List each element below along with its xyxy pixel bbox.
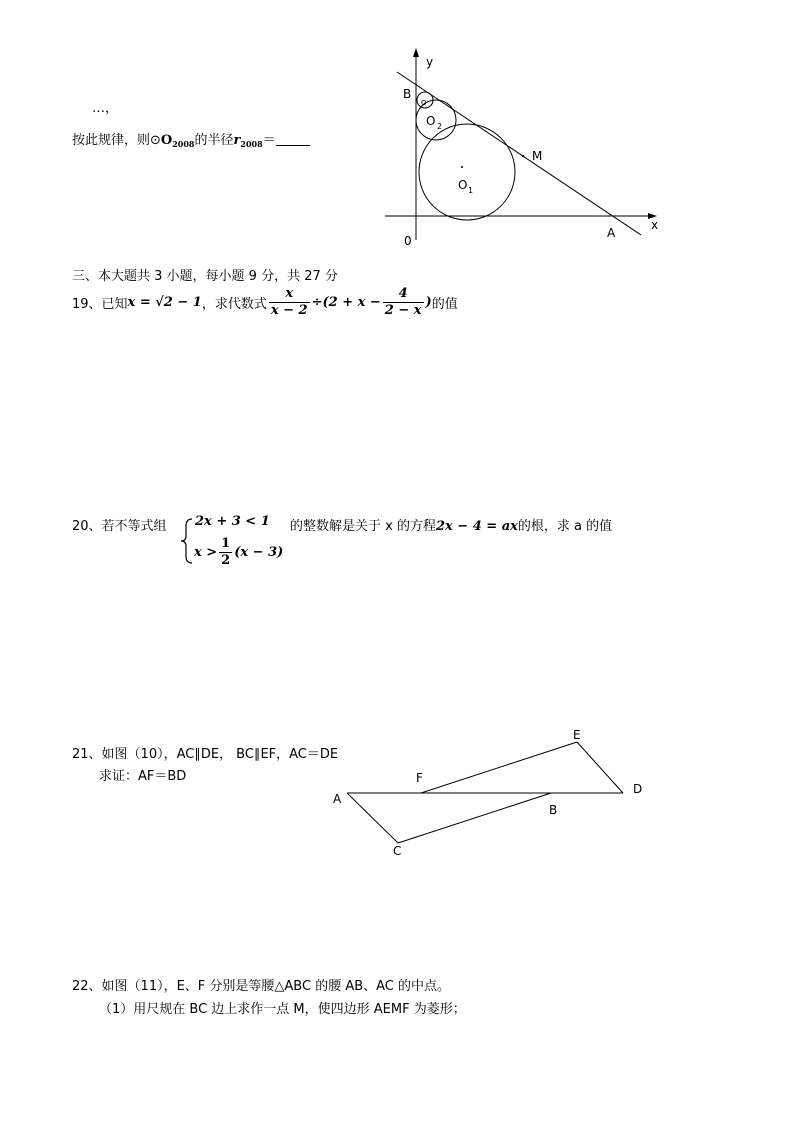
q19-div: ÷(2 + x − [311, 295, 381, 310]
q19-fraction-1 [269, 286, 310, 319]
y-axis-arrow [413, 48, 419, 57]
segment-ED [577, 742, 623, 793]
label-O2: O [426, 114, 436, 128]
circle-O1 [419, 124, 515, 220]
hypotenuse-line [397, 72, 641, 235]
point-M-dot [522, 155, 524, 157]
label-B: B [549, 803, 558, 817]
label-B: B [403, 87, 412, 101]
q19-suffix: 的值 [431, 297, 458, 312]
q19-f2-numerator: 4 [383, 286, 424, 303]
q18-rule-line [72, 129, 310, 149]
section3-heading: 三、本大题共 3 小题，每小题 9 分，共 27 分 [72, 269, 338, 284]
label-D: D [633, 782, 643, 796]
label-O1: O [458, 178, 468, 192]
label-O2-sub: 2 [437, 122, 443, 131]
label-E: E [573, 728, 581, 742]
q19-f2-denominator: 2 − x [384, 303, 422, 318]
q22-line-1: 22、如图（11），E、F 分别是等腰△ABC 的腰 AB、AC 的中点。 [72, 979, 451, 994]
circles-figure [375, 45, 675, 255]
q20-ineq2-denominator: 2 [221, 553, 231, 568]
q20-inequality-2 [194, 536, 283, 569]
q20-suffix: 的根，求 a 的值 [517, 519, 613, 534]
segment-AC [347, 793, 398, 843]
label-M: M [532, 149, 543, 163]
q19-f1-numerator: x [269, 286, 310, 303]
label-F: F [416, 771, 423, 785]
q20-prefix: 20、若不等式组 [72, 519, 167, 534]
q18-r-subscript: 2008 [240, 139, 263, 149]
q19-line [72, 286, 458, 319]
q18-answer-blank[interactable] [276, 133, 310, 146]
q19-close: ) [425, 295, 432, 310]
q18-r-symbol: r [233, 133, 241, 148]
label-x: x [651, 218, 659, 232]
q19-mid: ，求代数式 [201, 297, 267, 312]
label-origin: 0 [404, 234, 412, 248]
q20-ineq2-fraction [219, 536, 232, 569]
q18-O-symbol: O [160, 133, 173, 148]
q21-line-1: 21、如图（10），AC∥DE， BC∥EF，AC＝DE [72, 747, 339, 762]
q20-equation: 2x − 4 = ax [435, 519, 518, 534]
label-y: y [426, 55, 434, 69]
q18-rule-mid: 的半径 [194, 133, 234, 148]
q18-O-subscript: 2008 [172, 139, 195, 149]
q21-line-2: 求证：AF＝BD [99, 769, 187, 784]
label-C: C [393, 844, 402, 858]
q18-equals: ＝ [262, 133, 276, 148]
q18-rule-prefix: 按此规律，则⊙ [72, 133, 161, 148]
center-O1-dot [461, 166, 463, 168]
q20-rest [290, 515, 612, 534]
q20-inequality-1: 2x + 3 < 1 [195, 514, 270, 529]
q20-mid: 的整数解是关于 x 的方程 [290, 519, 436, 534]
label-A: A [333, 792, 342, 806]
q22-line-2: （1）用尺规在 BC 边上求作一点 M，使四边形 AEMF 为菱形； [99, 1002, 466, 1017]
segment-CB [398, 793, 551, 843]
q20-brace [180, 518, 194, 564]
segment-FE [421, 742, 577, 793]
q19-prefix: 19、已知 [72, 297, 128, 312]
q20-ineq2-right: (x − 3) [234, 545, 284, 560]
q19-condition: x = √2 − 1 [127, 295, 202, 310]
q20-ineq2-numerator: 1 [221, 536, 231, 551]
label-O1-sub: 1 [468, 186, 474, 195]
q20-ineq2-left: x > [194, 545, 218, 560]
label-A: A [607, 226, 616, 240]
q19-f1-denominator: x − 2 [270, 303, 308, 318]
parallel-figure [325, 725, 655, 860]
ellipsis-text: …， [92, 101, 119, 116]
label-O3: O [421, 99, 427, 107]
q19-fraction-2 [383, 286, 424, 319]
